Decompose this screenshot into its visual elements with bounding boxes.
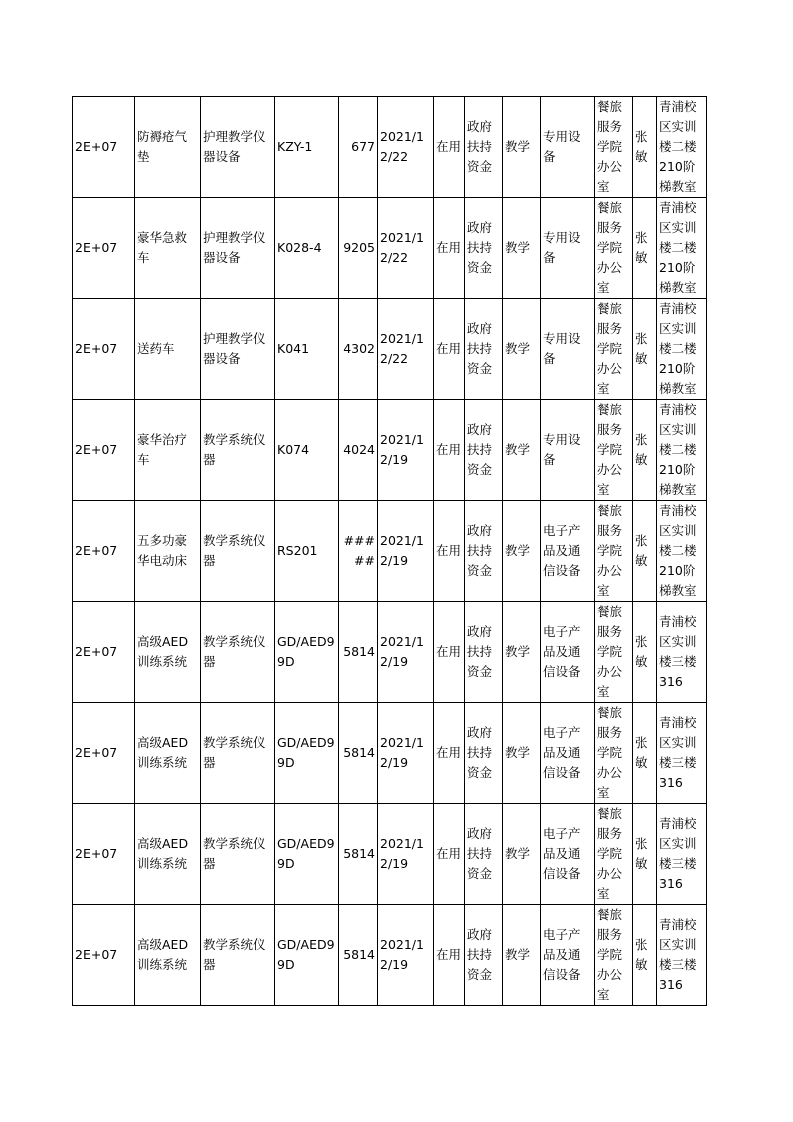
asset-category-cell: 教学系统仪器 [201, 703, 275, 804]
asset-type-cell: 电子产品及通信设备 [541, 804, 595, 905]
location-cell: 青浦校区实训楼二楼210阶梯教室 [657, 299, 707, 400]
asset-category-cell: 教学系统仪器 [201, 905, 275, 1006]
asset-name-cell: 高级AED训练系统 [135, 602, 201, 703]
asset-model-cell: K074 [275, 400, 339, 501]
location-cell: 青浦校区实训楼三楼316 [657, 804, 707, 905]
custodian-cell: 张敏 [633, 804, 657, 905]
asset-model-cell: KZY-1 [275, 97, 339, 198]
usage-direction-cell: 教学 [503, 501, 541, 602]
asset-price-cell: 9205 [339, 198, 378, 299]
acquire-date-cell: 2021/12/19 [378, 804, 434, 905]
asset-name-cell: 五多功豪华电动床 [135, 501, 201, 602]
usage-direction-cell: 教学 [503, 97, 541, 198]
usage-direction-cell: 教学 [503, 299, 541, 400]
table-row [73, 400, 707, 501]
asset-name-cell: 送药车 [135, 299, 201, 400]
asset-type-cell: 专用设备 [541, 97, 595, 198]
acquire-date-cell: 2021/12/19 [378, 501, 434, 602]
asset-model-cell: RS201 [275, 501, 339, 602]
usage-status-cell: 在用 [434, 804, 465, 905]
asset-table [72, 96, 707, 1006]
fund-source-cell: 政府扶持资金 [465, 905, 503, 1006]
acquire-date-cell: 2021/12/19 [378, 905, 434, 1006]
asset-type-cell: 电子产品及通信设备 [541, 501, 595, 602]
asset-price-cell: ##### [339, 501, 378, 602]
asset-price-cell: 4302 [339, 299, 378, 400]
custodian-cell: 张敏 [633, 97, 657, 198]
custodian-cell: 张敏 [633, 703, 657, 804]
department-cell: 餐旅服务学院办公室 [595, 804, 633, 905]
usage-status-cell: 在用 [434, 400, 465, 501]
asset-price-cell: 5814 [339, 703, 378, 804]
asset-model-cell: K041 [275, 299, 339, 400]
asset-type-cell: 电子产品及通信设备 [541, 703, 595, 804]
fund-source-cell: 政府扶持资金 [465, 97, 503, 198]
asset-id-cell: 2E+07 [73, 905, 135, 1006]
asset-model-cell: K028-4 [275, 198, 339, 299]
location-cell: 青浦校区实训楼二楼210阶梯教室 [657, 97, 707, 198]
asset-id-cell: 2E+07 [73, 703, 135, 804]
table-row [73, 703, 707, 804]
asset-model-cell: GD/AED99D [275, 602, 339, 703]
location-cell: 青浦校区实训楼三楼316 [657, 703, 707, 804]
asset-id-cell: 2E+07 [73, 198, 135, 299]
fund-source-cell: 政府扶持资金 [465, 400, 503, 501]
usage-status-cell: 在用 [434, 703, 465, 804]
asset-category-cell: 教学系统仪器 [201, 400, 275, 501]
department-cell: 餐旅服务学院办公室 [595, 299, 633, 400]
asset-type-cell: 电子产品及通信设备 [541, 602, 595, 703]
fund-source-cell: 政府扶持资金 [465, 804, 503, 905]
department-cell: 餐旅服务学院办公室 [595, 501, 633, 602]
usage-direction-cell: 教学 [503, 198, 541, 299]
asset-id-cell: 2E+07 [73, 501, 135, 602]
asset-id-cell: 2E+07 [73, 602, 135, 703]
asset-id-cell: 2E+07 [73, 400, 135, 501]
asset-id-cell: 2E+07 [73, 804, 135, 905]
asset-name-cell: 防褥疮气垫 [135, 97, 201, 198]
location-cell: 青浦校区实训楼三楼316 [657, 602, 707, 703]
asset-price-cell: 5814 [339, 602, 378, 703]
asset-category-cell: 教学系统仪器 [201, 804, 275, 905]
fund-source-cell: 政府扶持资金 [465, 703, 503, 804]
asset-price-cell: 4024 [339, 400, 378, 501]
table-row [73, 501, 707, 602]
department-cell: 餐旅服务学院办公室 [595, 97, 633, 198]
asset-id-cell: 2E+07 [73, 97, 135, 198]
acquire-date-cell: 2021/12/19 [378, 602, 434, 703]
location-cell: 青浦校区实训楼二楼210阶梯教室 [657, 501, 707, 602]
asset-price-cell: 5814 [339, 905, 378, 1006]
asset-name-cell: 高级AED训练系统 [135, 703, 201, 804]
location-cell: 青浦校区实训楼三楼316 [657, 905, 707, 1006]
fund-source-cell: 政府扶持资金 [465, 299, 503, 400]
asset-category-cell: 教学系统仪器 [201, 501, 275, 602]
usage-status-cell: 在用 [434, 198, 465, 299]
usage-direction-cell: 教学 [503, 400, 541, 501]
location-cell: 青浦校区实训楼二楼210阶梯教室 [657, 198, 707, 299]
fund-source-cell: 政府扶持资金 [465, 602, 503, 703]
asset-type-cell: 电子产品及通信设备 [541, 905, 595, 1006]
asset-type-cell: 专用设备 [541, 400, 595, 501]
acquire-date-cell: 2021/12/22 [378, 198, 434, 299]
custodian-cell: 张敏 [633, 400, 657, 501]
asset-id-cell: 2E+07 [73, 299, 135, 400]
asset-category-cell: 护理教学仪器设备 [201, 299, 275, 400]
usage-status-cell: 在用 [434, 97, 465, 198]
table-row [73, 804, 707, 905]
department-cell: 餐旅服务学院办公室 [595, 400, 633, 501]
custodian-cell: 张敏 [633, 198, 657, 299]
fund-source-cell: 政府扶持资金 [465, 198, 503, 299]
usage-direction-cell: 教学 [503, 804, 541, 905]
asset-category-cell: 教学系统仪器 [201, 602, 275, 703]
acquire-date-cell: 2021/12/19 [378, 400, 434, 501]
asset-type-cell: 专用设备 [541, 299, 595, 400]
department-cell: 餐旅服务学院办公室 [595, 602, 633, 703]
asset-model-cell: GD/AED99D [275, 703, 339, 804]
acquire-date-cell: 2021/12/22 [378, 97, 434, 198]
asset-type-cell: 专用设备 [541, 198, 595, 299]
asset-model-cell: GD/AED99D [275, 804, 339, 905]
department-cell: 餐旅服务学院办公室 [595, 905, 633, 1006]
acquire-date-cell: 2021/12/22 [378, 299, 434, 400]
table-row [73, 905, 707, 1006]
location-cell: 青浦校区实训楼二楼210阶梯教室 [657, 400, 707, 501]
table-row [73, 602, 707, 703]
asset-category-cell: 护理教学仪器设备 [201, 97, 275, 198]
asset-name-cell: 豪华急救车 [135, 198, 201, 299]
table-body [73, 97, 707, 1006]
acquire-date-cell: 2021/12/19 [378, 703, 434, 804]
usage-direction-cell: 教学 [503, 703, 541, 804]
custodian-cell: 张敏 [633, 501, 657, 602]
asset-name-cell: 高级AED训练系统 [135, 905, 201, 1006]
usage-status-cell: 在用 [434, 602, 465, 703]
usage-status-cell: 在用 [434, 501, 465, 602]
custodian-cell: 张敏 [633, 299, 657, 400]
usage-direction-cell: 教学 [503, 602, 541, 703]
asset-price-cell: 677 [339, 97, 378, 198]
asset-category-cell: 护理教学仪器设备 [201, 198, 275, 299]
fund-source-cell: 政府扶持资金 [465, 501, 503, 602]
asset-name-cell: 高级AED训练系统 [135, 804, 201, 905]
asset-model-cell: GD/AED99D [275, 905, 339, 1006]
table-row [73, 198, 707, 299]
usage-direction-cell: 教学 [503, 905, 541, 1006]
asset-price-cell: 5814 [339, 804, 378, 905]
department-cell: 餐旅服务学院办公室 [595, 198, 633, 299]
usage-status-cell: 在用 [434, 905, 465, 1006]
custodian-cell: 张敏 [633, 602, 657, 703]
table-row [73, 299, 707, 400]
usage-status-cell: 在用 [434, 299, 465, 400]
table-row [73, 97, 707, 198]
custodian-cell: 张敏 [633, 905, 657, 1006]
asset-name-cell: 豪华治疗车 [135, 400, 201, 501]
department-cell: 餐旅服务学院办公室 [595, 703, 633, 804]
